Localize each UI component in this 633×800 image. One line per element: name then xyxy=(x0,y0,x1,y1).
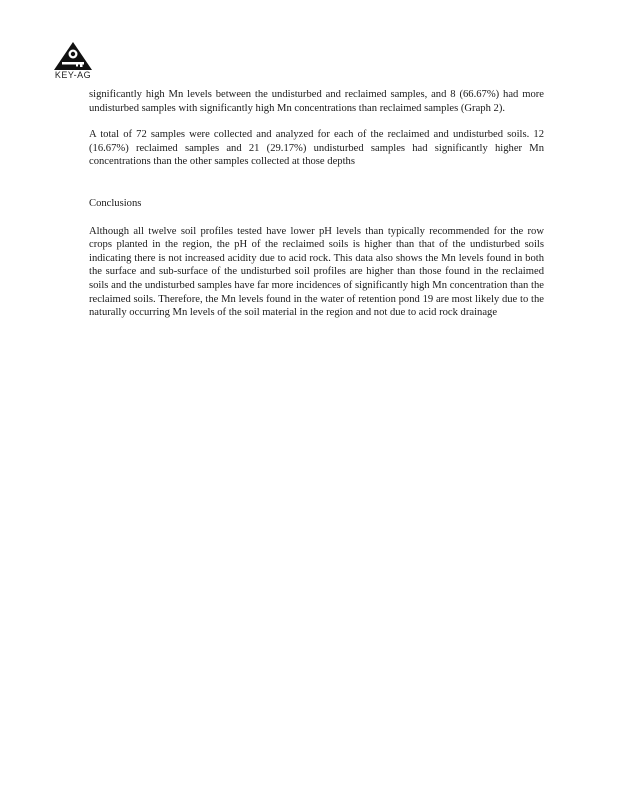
document-body xyxy=(89,88,544,334)
conclusions-heading: Conclusions xyxy=(89,197,142,209)
company-logo xyxy=(50,40,96,88)
paragraph-continued: significantly high Mn levels between the undisturbed and reclaimed samples, and 8 (66.67%) had more undisturbed samples with significantly high Mn concentrations than reclaimed samples (Graph 2). xyxy=(89,89,544,114)
paragraph-sample-totals: A total of 72 samples were collected and analyzed for each of the reclaimed and undisturbed soils. 12 (16.67%) reclaimed samples and 21 (29.17%) undisturbed samples had significantly higher Mn concentrations than the other samples collected at those depths xyxy=(89,129,544,168)
logo-text: KEY-AG xyxy=(54,70,92,80)
conclusions-paragraph: Although all twelve soil profiles tested have lower pH levels than typically recommended for the row crops planted in the region, the pH of the reclaimed soils is higher than that of the undisturbed soils indicating there is not increased acidity due to acid rock. This data also shows the Mn levels found in both the surface and sub-surface of the undisturbed soil profiles are higher than those found in the reclaimed soils and the undisturbed samples have far more incidences of significantly high Mn concentration than the reclaimed soils. Therefore, the Mn levels found in the water of retention pond 19 are most likely due to the naturally occurring Mn levels of the soil material in the region and not due to acid rock drainage xyxy=(89,225,544,319)
